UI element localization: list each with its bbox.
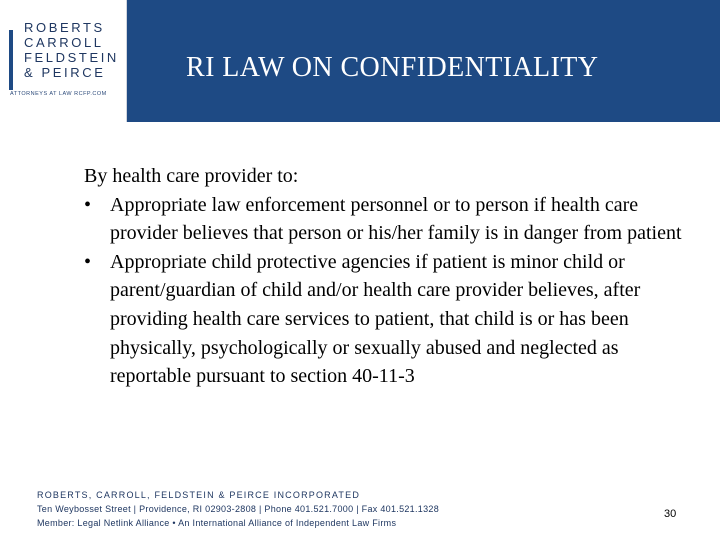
firm-logo [0, 0, 127, 122]
bullet-text: Appropriate law enforcement personnel or to person if health care provider believes that person or his/her family is in danger from patient [110, 193, 682, 245]
logo-wordmark [24, 20, 124, 80]
intro-text: By health care provider to: [84, 165, 299, 187]
logo-tagline: ATTORNEYS AT LAW RCFP.COM [10, 91, 107, 97]
bullet-text: Appropriate child protective agencies if patient is minor child or parent/guardian of child and/or health care provider believes, after providing health care services to patient, that child is or has been physically, psychologically or sexually abused and neglected as reportable pursuant to section 40-11-3 [110, 250, 641, 388]
bullet-marker: • [84, 193, 92, 216]
bullet-item [84, 248, 684, 391]
footer-address: Ten Weybosset Street | Providence, RI 02903-2808 | Phone 401.521.7000 | Fax 401.521.1328 [37, 504, 440, 514]
logo-accent-bar [9, 30, 13, 90]
bullet-marker: • [84, 250, 92, 273]
logo-line: CARROLL [24, 35, 104, 50]
page-number: 30 [664, 508, 677, 520]
footer-membership: Member: Legal Netlink Alliance • An International Alliance of Independent Law Firms [37, 518, 397, 528]
logo-line: ROBERTS [24, 20, 105, 35]
bullet-item [84, 191, 684, 248]
logo-line: FELDSTEIN [24, 50, 119, 65]
footer-firm-name: ROBERTS, CARROLL, FELDSTEIN & PEIRCE INCORPORATED [37, 490, 361, 500]
slide-body [84, 162, 684, 391]
slide-title: RI LAW ON CONFIDENTIALITY [186, 52, 599, 83]
logo-line: & PEIRCE [24, 65, 106, 80]
